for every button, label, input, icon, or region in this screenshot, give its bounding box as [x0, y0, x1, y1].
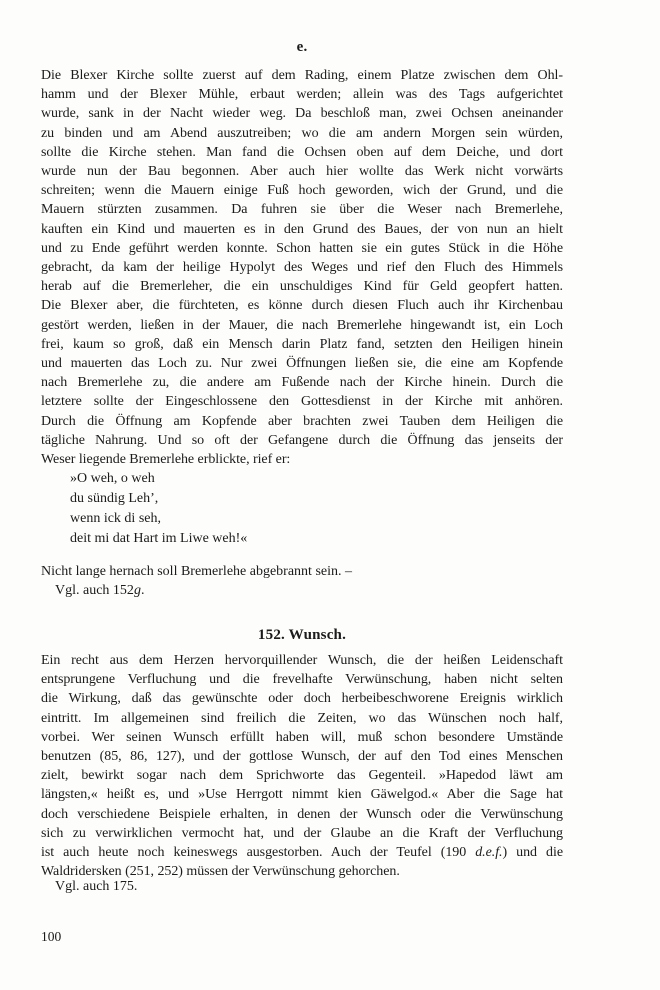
text-line: Die Blexer aber, die fürchteten, es könne durch diesen Fluch auch ihr Kirchenbau: [41, 298, 563, 314]
section-152-heading: 152. Wunsch.: [257, 627, 347, 643]
text-line: eintritt. Im allgemeinen sind freilich die Zeiten, wo das Wünschen noch half,: [41, 710, 563, 726]
text-line: frei, kaum so groß, daß ein Mensch darin Platz fand, setzten den Heiligen hinein: [41, 336, 563, 352]
verse-block: [70, 469, 490, 549]
text-line: und zu Ende geführt werden konnte. Schon hatten sie ein gutes Stück in die Höhe: [41, 240, 563, 256]
text-line: doch verschiedene Beispiele erhalten, in denen der Wunsch oder die Verwünschung: [41, 806, 563, 822]
cross-reference-175: Vgl. auch 175.: [55, 879, 138, 894]
text-line: herab auf die Bremerleher, die ein unschuldiges Kind für Geld geopfert hatten.: [41, 279, 563, 295]
text-line: längsten,« heißt es, und »Use Herrgott nimmt kien Gäwelgod.« Aber die Sage hat: [41, 787, 563, 803]
text-line: sich zu verwirklichen vermocht hat, und der Glaube an die Kraft der Verfluchung: [41, 825, 563, 841]
text-line: »O weh, o weh: [70, 471, 155, 486]
text-line: wurde nun der Bau begonnen. Aber auch hier wollte das Werk nicht vorwärts: [41, 164, 563, 180]
text-line: wenn ick di seh,: [70, 511, 161, 526]
text-line: Vgl. auch 152g.: [55, 583, 145, 598]
text-line: letztere sollte der Eingeschlossene den Gottesdienst in der Kirche mit anhören.: [41, 394, 563, 410]
text-line: Ein recht aus dem Herzen hervorquillender Wunsch, die der heißen Leidenschaft: [41, 653, 563, 668]
closing-line: Nicht lange hernach soll Bremerlehe abgebrannt sein. –: [41, 564, 352, 579]
text-line: du sündig Leh’,: [70, 491, 159, 506]
page-number: 100: [41, 929, 62, 944]
text-line: sollte die Kirche stehen. Man fand die Ochsen oben auf dem Deiche, und dort: [41, 144, 563, 160]
text-line: nach Bremerlehe zu, die andere am Fußende nach der Kirche hinein. Durch die: [41, 375, 563, 391]
text-line: gebracht, da kam der heilige Hypolyt des Weges und rief den Fluch des Himmels: [41, 260, 563, 276]
text-line: Die Blexer Kirche sollte zuerst auf dem Rading, einem Platze zwischen dem Ohl-: [41, 68, 563, 83]
text-line: Weser liegende Bremerlehe erblickte, rief er:: [41, 452, 291, 468]
text-line: zielt, bewirkt sogar nach dem Sprichworte das Gegenteil. »Hapedod läwt am: [41, 768, 563, 784]
section-e-heading: e.: [296, 39, 308, 55]
text-line: schreiten; wenn die Mauern einige Fuß hoch geworden, wich der Grund, und die: [41, 183, 563, 199]
text-line: benutzen (85, 86, 127), und der gottlose Wunsch, der auf den Tod eines Menschen: [41, 749, 563, 765]
section-e-paragraph: [41, 66, 563, 469]
text-line: die Wirkung, daß das gewünschte oder doch herbeibeschworene Ereignis wirklich: [41, 691, 563, 707]
text-line: Waldridersken (251, 252) müssen der Verwünschung gehorchen.: [41, 864, 400, 880]
text-line: hamm und der Blexer Mühle, erbaut werden; allein was des Tags aufgerichtet: [41, 87, 563, 103]
text-line: ist auch heute noch keineswegs ausgestorben. Auch der Teufel (190 d.e.f.) und die: [41, 845, 563, 861]
text-line: Durch die Öffnung am Kopfende aber brachten zwei Tauben dem Heiligen die: [41, 413, 563, 429]
text-line: gestört werden, ließen in der Mauer, die nach Bremerlehe hingewandt ist, ein Loch: [41, 317, 563, 333]
text-line: zu binden und am Abend auszutreiben; wo die am andern Morgen sein würden,: [41, 125, 563, 141]
text-line: entsprungene Verfluchung und die frevelhafte Verwünschung, haben nicht selten: [41, 672, 563, 688]
text-line: vorbei. Wer seinen Wunsch erfüllt haben will, muß schon besondere Umstände: [41, 729, 563, 745]
text-line: Mauern stürzten zusammen. Da fuhren sie über die Weser nach Bremerlehe,: [41, 202, 563, 218]
cross-reference-152g: [55, 581, 144, 600]
text-line: wurde, sank in der Nacht wieder weg. Da beschloß man, zwei Ochsen aneinander: [41, 106, 563, 122]
section-152-paragraph: [41, 651, 563, 881]
text-line: deit mi dat Hart im Liwe weh!«: [70, 531, 248, 546]
text-line: tägliche Nahrung. Und so oft der Gefangene durch die Öffnung das jenseits der: [41, 432, 563, 448]
text-line: und mauerten das Loch zu. Nur zwei Öffnungen ließen sie, die eine am Kopfende: [41, 356, 563, 372]
text-line: kauften ein Kind und mauerten es in den Grund des Baues, der von nun an hielt: [41, 221, 563, 237]
